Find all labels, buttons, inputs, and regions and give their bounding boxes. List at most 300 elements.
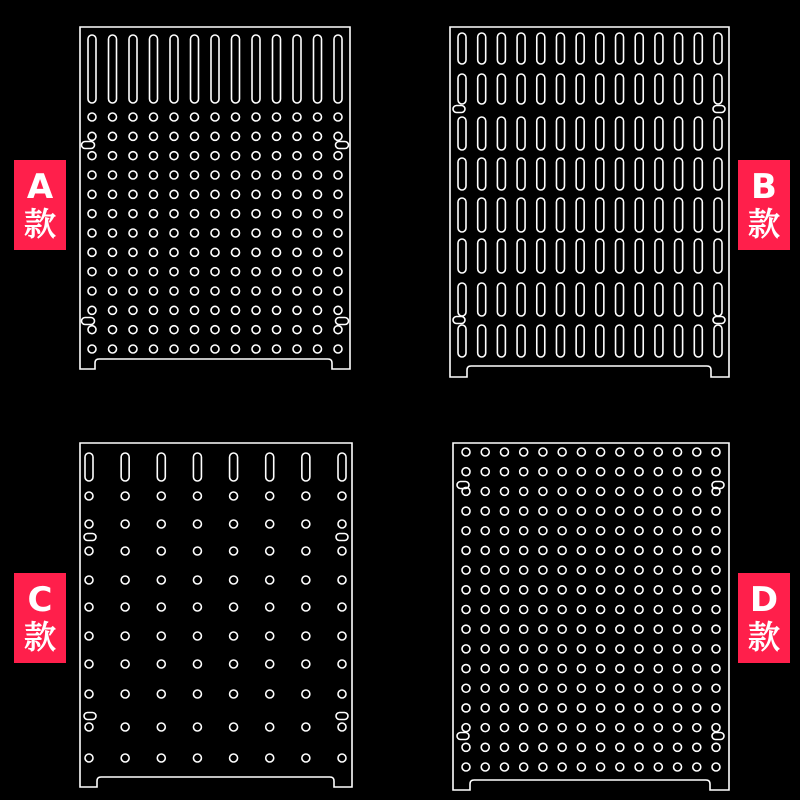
peg-hole [597, 468, 605, 476]
variant-suffix: 款 [23, 618, 56, 656]
peg-hole [293, 190, 301, 198]
peg-hole [462, 763, 470, 771]
peg-hole [230, 603, 238, 611]
peg-hole [314, 268, 322, 276]
slot-hole [596, 198, 604, 232]
slot-hole [635, 158, 643, 190]
peg-hole [481, 665, 489, 673]
peg-hole [500, 645, 508, 653]
peg-hole [193, 547, 201, 555]
peg-hole [539, 724, 547, 732]
peg-hole [193, 660, 201, 668]
peg-hole [693, 684, 701, 692]
slot-hole [497, 158, 505, 190]
peg-hole [462, 704, 470, 712]
peg-hole [558, 448, 566, 456]
peg-hole [191, 210, 199, 218]
peg-hole [170, 345, 178, 353]
peg-hole [334, 268, 342, 276]
peg-hole [88, 171, 96, 179]
peg-hole [577, 507, 585, 515]
peg-hole [193, 690, 201, 698]
peg-hole [252, 171, 260, 179]
peg-hole [674, 546, 682, 554]
peg-hole [674, 586, 682, 594]
peg-hole [500, 665, 508, 673]
slot-hole [556, 325, 564, 357]
peg-hole [293, 326, 301, 334]
peg-hole [462, 645, 470, 653]
peg-hole [635, 724, 643, 732]
slot-hole [537, 74, 545, 104]
slot-hole [252, 35, 260, 103]
peg-hole [157, 492, 165, 500]
peg-hole [674, 665, 682, 673]
slot-hole [497, 198, 505, 232]
peg-hole [211, 152, 219, 160]
slot-hole [556, 117, 564, 150]
slot-hole [675, 74, 683, 104]
peg-hole [500, 625, 508, 633]
peg-hole [211, 132, 219, 140]
peg-hole [314, 287, 322, 295]
slot-hole [517, 74, 525, 104]
peg-hole [654, 507, 662, 515]
peg-hole [500, 448, 508, 456]
peg-hole [170, 326, 178, 334]
slot-hole [655, 239, 663, 273]
peg-hole [314, 171, 322, 179]
peg-hole [577, 448, 585, 456]
slot-hole [537, 325, 545, 357]
peg-hole [302, 576, 310, 584]
peg-hole [88, 229, 96, 237]
peg-hole [539, 527, 547, 535]
peg-hole [481, 586, 489, 594]
peg-hole [266, 754, 274, 762]
peg-hole [252, 345, 260, 353]
peg-hole [654, 704, 662, 712]
mount-slot [457, 733, 469, 740]
slot-hole [458, 158, 466, 190]
peg-hole [252, 268, 260, 276]
slot-hole [478, 158, 486, 190]
slot-hole [576, 74, 584, 104]
peg-hole [635, 566, 643, 574]
slot-hole [478, 117, 486, 150]
board-a [80, 27, 350, 369]
peg-hole [616, 625, 624, 633]
peg-hole [129, 190, 137, 198]
slot-hole [478, 283, 486, 316]
peg-hole [273, 345, 281, 353]
slot-hole [497, 283, 505, 316]
peg-hole [211, 287, 219, 295]
slot-hole [675, 117, 683, 150]
peg-hole [481, 468, 489, 476]
peg-hole [654, 763, 662, 771]
peg-hole [293, 229, 301, 237]
slot-hole [694, 158, 702, 190]
slot-hole [537, 198, 545, 232]
peg-hole [170, 152, 178, 160]
slot-hole [694, 325, 702, 357]
slot-hole [714, 158, 722, 190]
slot-hole [635, 33, 643, 64]
mount-slot [713, 106, 725, 113]
peg-hole [266, 547, 274, 555]
peg-hole [338, 520, 346, 528]
peg-hole [654, 586, 662, 594]
peg-hole [577, 546, 585, 554]
peg-hole [577, 743, 585, 751]
slot-hole [576, 158, 584, 190]
peg-hole [481, 684, 489, 692]
peg-hole [520, 665, 528, 673]
peg-hole [211, 229, 219, 237]
peg-hole [616, 546, 624, 554]
peg-hole [211, 210, 219, 218]
slot-hole [537, 158, 545, 190]
peg-hole [674, 487, 682, 495]
peg-hole [616, 645, 624, 653]
peg-hole [109, 345, 117, 353]
peg-hole [85, 603, 93, 611]
slot-hole [497, 74, 505, 104]
slot-hole [616, 283, 624, 316]
peg-hole [150, 345, 158, 353]
peg-hole [597, 724, 605, 732]
peg-hole [674, 743, 682, 751]
mount-slot [84, 713, 96, 720]
peg-hole [157, 632, 165, 640]
peg-hole [252, 229, 260, 237]
slot-hole [556, 158, 564, 190]
peg-hole [674, 704, 682, 712]
slot-hole [694, 74, 702, 104]
peg-hole [539, 566, 547, 574]
peg-hole [616, 468, 624, 476]
slot-hole [616, 33, 624, 64]
peg-hole [314, 190, 322, 198]
slot-hole [230, 453, 238, 481]
peg-hole [109, 248, 117, 256]
peg-hole [232, 345, 240, 353]
variant-label-b [738, 160, 790, 250]
peg-hole [462, 724, 470, 732]
peg-hole [539, 645, 547, 653]
peg-hole [462, 743, 470, 751]
peg-hole [193, 520, 201, 528]
peg-hole [232, 268, 240, 276]
slot-hole [694, 283, 702, 316]
peg-hole [273, 171, 281, 179]
peg-hole [635, 704, 643, 712]
peg-hole [191, 229, 199, 237]
slot-hole [458, 74, 466, 104]
peg-hole [232, 306, 240, 314]
peg-hole [170, 171, 178, 179]
mount-slot [336, 713, 348, 720]
peg-hole [597, 704, 605, 712]
mount-slot [82, 318, 95, 325]
peg-hole [635, 743, 643, 751]
slot-hole [537, 283, 545, 316]
peg-hole [539, 468, 547, 476]
mount-slot [712, 733, 724, 740]
peg-hole [558, 546, 566, 554]
peg-hole [558, 468, 566, 476]
peg-hole [232, 152, 240, 160]
peg-hole [539, 606, 547, 614]
peg-hole [481, 527, 489, 535]
peg-hole [334, 306, 342, 314]
peg-hole [109, 152, 117, 160]
peg-hole [693, 566, 701, 574]
slot-hole [556, 283, 564, 316]
peg-hole [211, 248, 219, 256]
peg-hole [191, 248, 199, 256]
slot-hole [655, 33, 663, 64]
peg-hole [616, 586, 624, 594]
peg-hole [157, 690, 165, 698]
peg-hole [211, 171, 219, 179]
peg-hole [558, 487, 566, 495]
peg-hole [577, 704, 585, 712]
peg-hole [693, 763, 701, 771]
slot-hole [576, 198, 584, 232]
peg-hole [520, 684, 528, 692]
slot-hole [576, 325, 584, 357]
peg-hole [558, 684, 566, 692]
peg-hole [191, 132, 199, 140]
peg-hole [712, 468, 720, 476]
slot-hole [655, 158, 663, 190]
peg-hole [674, 566, 682, 574]
slot-hole [556, 239, 564, 273]
peg-hole [481, 566, 489, 574]
slot-hole [537, 33, 545, 64]
slot-hole [517, 325, 525, 357]
peg-hole [88, 268, 96, 276]
peg-hole [481, 724, 489, 732]
slot-hole [193, 453, 201, 481]
peg-hole [252, 326, 260, 334]
slot-hole [338, 453, 346, 481]
peg-hole [193, 603, 201, 611]
peg-hole [693, 743, 701, 751]
peg-hole [500, 527, 508, 535]
slot-hole [85, 453, 93, 481]
mount-slot [336, 142, 349, 149]
peg-hole [88, 326, 96, 334]
peg-hole [314, 210, 322, 218]
peg-hole [597, 743, 605, 751]
peg-hole [539, 684, 547, 692]
peg-hole [712, 527, 720, 535]
slot-hole [478, 325, 486, 357]
slot-hole [232, 35, 240, 103]
slot-hole [88, 35, 96, 103]
peg-hole [273, 210, 281, 218]
peg-hole [129, 171, 137, 179]
peg-hole [334, 171, 342, 179]
slot-hole [655, 283, 663, 316]
peg-hole [121, 660, 129, 668]
peg-hole [712, 743, 720, 751]
peg-hole [654, 468, 662, 476]
peg-hole [712, 704, 720, 712]
slot-hole [714, 325, 722, 357]
peg-hole [635, 507, 643, 515]
peg-hole [109, 306, 117, 314]
peg-hole [232, 229, 240, 237]
peg-hole [674, 527, 682, 535]
peg-hole [129, 248, 137, 256]
slot-hole [675, 325, 683, 357]
peg-hole [88, 190, 96, 198]
slot-hole [334, 35, 342, 103]
slot-hole [458, 117, 466, 150]
variant-suffix: 款 [747, 205, 780, 243]
peg-hole [693, 606, 701, 614]
peg-hole [597, 546, 605, 554]
peg-hole [481, 487, 489, 495]
peg-hole [121, 690, 129, 698]
peg-hole [712, 665, 720, 673]
slot-hole [458, 325, 466, 357]
slot-hole [266, 453, 274, 481]
slot-hole [129, 35, 137, 103]
peg-hole [500, 546, 508, 554]
slot-hole [596, 117, 604, 150]
slot-hole [694, 198, 702, 232]
peg-hole [157, 520, 165, 528]
peg-hole [230, 754, 238, 762]
peg-hole [230, 576, 238, 584]
slot-hole [191, 35, 199, 103]
peg-hole [693, 665, 701, 673]
peg-hole [314, 306, 322, 314]
peg-hole [654, 546, 662, 554]
peg-hole [674, 684, 682, 692]
peg-hole [693, 487, 701, 495]
peg-hole [302, 547, 310, 555]
peg-hole [577, 527, 585, 535]
peg-hole [88, 345, 96, 353]
peg-hole [500, 566, 508, 574]
slot-hole [478, 239, 486, 273]
peg-hole [314, 152, 322, 160]
peg-hole [170, 113, 178, 121]
peg-hole [150, 132, 158, 140]
peg-hole [121, 492, 129, 500]
peg-hole [109, 190, 117, 198]
peg-hole [500, 724, 508, 732]
peg-hole [129, 306, 137, 314]
peg-hole [712, 763, 720, 771]
peg-hole [520, 487, 528, 495]
peg-hole [150, 248, 158, 256]
peg-hole [635, 763, 643, 771]
peg-hole [712, 724, 720, 732]
slot-hole [714, 283, 722, 316]
peg-hole [654, 684, 662, 692]
mount-slot [84, 534, 96, 541]
slot-hole [675, 239, 683, 273]
peg-hole [273, 113, 281, 121]
peg-hole [293, 345, 301, 353]
peg-hole [273, 152, 281, 160]
peg-hole [88, 287, 96, 295]
peg-hole [481, 448, 489, 456]
variant-suffix: 款 [747, 618, 780, 656]
variant-label-d [738, 573, 790, 663]
peg-hole [302, 520, 310, 528]
peg-hole [230, 547, 238, 555]
peg-hole [558, 507, 566, 515]
peg-hole [674, 468, 682, 476]
board-d [453, 443, 729, 790]
peg-hole [252, 210, 260, 218]
peg-hole [520, 606, 528, 614]
peg-hole [674, 645, 682, 653]
peg-hole [481, 625, 489, 633]
peg-hole [266, 492, 274, 500]
peg-hole [109, 268, 117, 276]
peg-hole [539, 665, 547, 673]
peg-hole [577, 625, 585, 633]
peg-hole [338, 547, 346, 555]
slot-hole [293, 35, 301, 103]
peg-hole [129, 268, 137, 276]
slot-hole [675, 33, 683, 64]
peg-hole [157, 547, 165, 555]
peg-hole [520, 507, 528, 515]
peg-hole [85, 690, 93, 698]
slot-hole [497, 33, 505, 64]
peg-hole [597, 487, 605, 495]
peg-hole [302, 603, 310, 611]
peg-hole [170, 306, 178, 314]
peg-hole [635, 684, 643, 692]
peg-hole [230, 723, 238, 731]
peg-hole [481, 763, 489, 771]
peg-hole [462, 527, 470, 535]
peg-hole [273, 306, 281, 314]
peg-hole [635, 645, 643, 653]
peg-hole [654, 645, 662, 653]
peg-hole [230, 632, 238, 640]
peg-hole [252, 113, 260, 121]
peg-hole [558, 606, 566, 614]
peg-hole [150, 229, 158, 237]
peg-hole [462, 586, 470, 594]
peg-hole [577, 566, 585, 574]
slot-hole [616, 239, 624, 273]
peg-hole [577, 684, 585, 692]
peg-hole [232, 248, 240, 256]
peg-hole [520, 566, 528, 574]
peg-hole [85, 632, 93, 640]
peg-hole [193, 492, 201, 500]
peg-hole [635, 665, 643, 673]
slot-hole [694, 33, 702, 64]
slot-hole [655, 74, 663, 104]
peg-hole [616, 487, 624, 495]
slot-hole [596, 325, 604, 357]
peg-hole [193, 632, 201, 640]
